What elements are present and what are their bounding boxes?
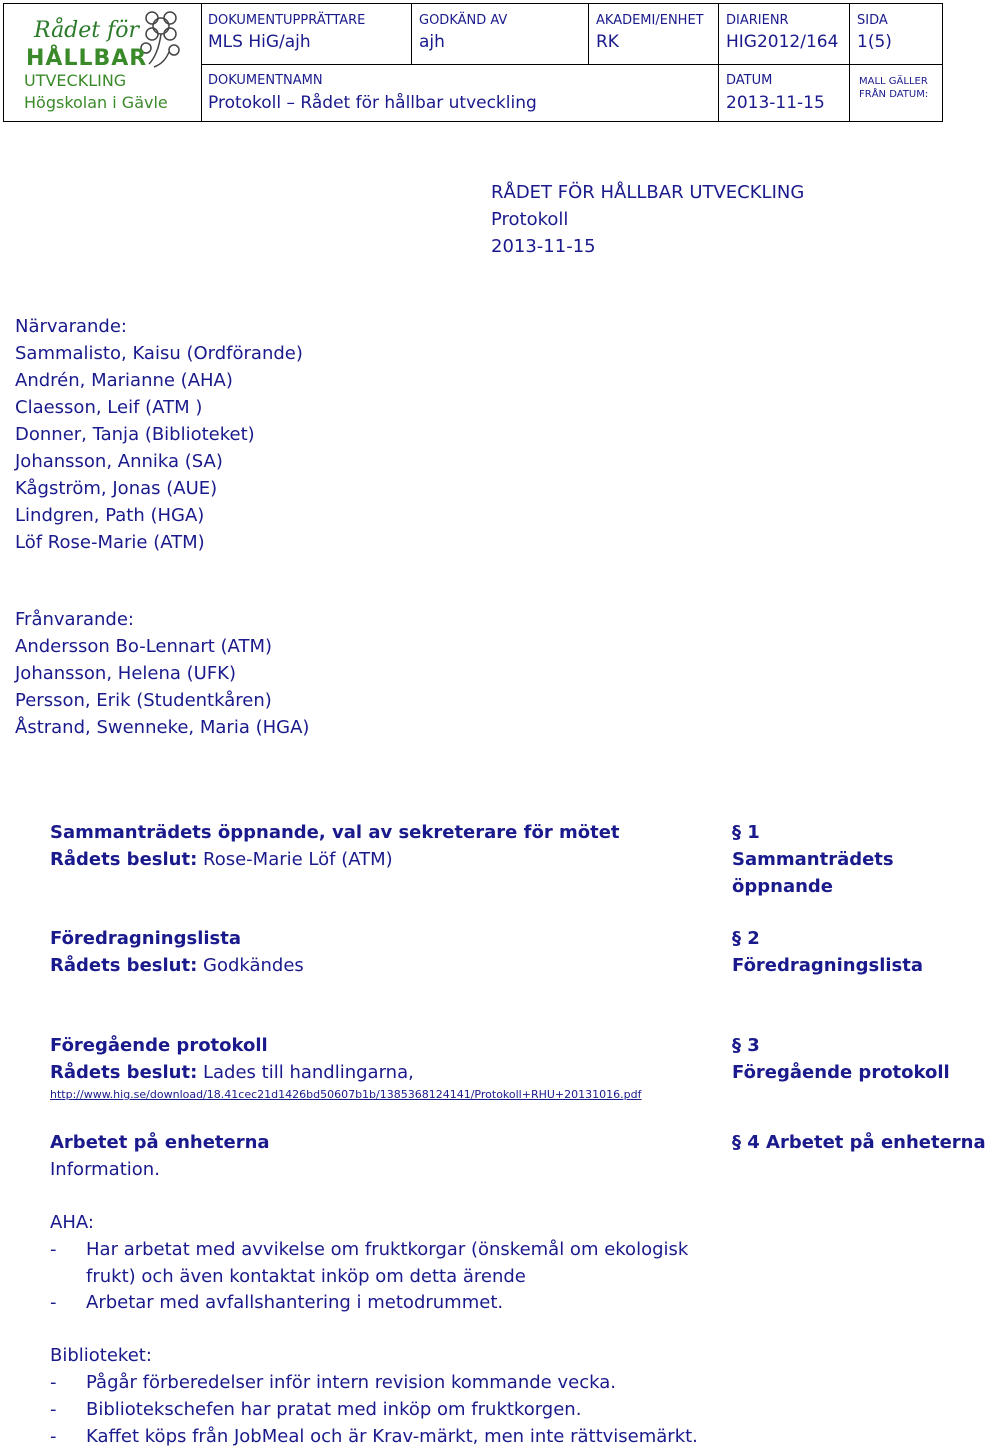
dokumentnamn-value: Protokoll – Rådet för hållbar utveckling — [208, 93, 537, 113]
bullet-dash: - — [50, 1372, 57, 1393]
paragraph-1-title: Sammanträdets — [732, 849, 894, 870]
document-header — [3, 3, 943, 122]
present-name: Sammalisto, Kaisu (Ordförande) — [15, 343, 303, 364]
absent-name: Johansson, Helena (UFK) — [15, 663, 237, 684]
paragraph-1-title-2: öppnande — [732, 876, 834, 897]
paragraph-2 — [732, 925, 923, 979]
bullet-dash: - — [50, 1399, 57, 1420]
absent-name: Persson, Erik (Studentkåren) — [15, 690, 272, 711]
present-name: Löf Rose-Marie (ATM) — [15, 532, 205, 553]
paragraph-3-title: Föregående protokoll — [732, 1062, 950, 1083]
field-upprattare — [201, 4, 412, 64]
paragraph-4: § 4 Arbetet på enheterna — [732, 1132, 986, 1153]
diarienr-label: DIARIENR — [726, 13, 789, 28]
item-4 — [50, 1129, 270, 1183]
present-name: Claesson, Leif (ATM ) — [15, 397, 203, 418]
field-diarienr — [719, 4, 850, 64]
datum-value: 2013-11-15 — [726, 93, 825, 113]
absent-heading: Frånvarande: — [15, 609, 134, 630]
absent-name: Andersson Bo-Lennart (ATM) — [15, 636, 273, 657]
present-name: Lindgren, Path (HGA) — [15, 505, 205, 526]
bibl-heading: Biblioteket: — [50, 1345, 152, 1366]
doc-date: 2013-11-15 — [491, 236, 596, 257]
present-name: Andrén, Marianne (AHA) — [15, 370, 233, 391]
present-list — [15, 313, 303, 556]
godkand-label: GODKÄND AV — [419, 13, 508, 28]
logo-line2: HÅLLBAR — [26, 46, 148, 71]
paragraph-2-number: § 2 — [732, 928, 760, 949]
absent-name: Åstrand, Swenneke, Maria (HGA) — [15, 717, 310, 738]
item-3-decision: Lades till handlingarna, — [197, 1062, 414, 1083]
upprattare-value: MLS HiG/ajh — [208, 32, 311, 52]
present-name: Kågström, Jonas (AUE) — [15, 478, 218, 499]
item-2-decision: Godkändes — [197, 955, 304, 976]
absent-list — [15, 606, 309, 741]
bullet-dash: - — [50, 1426, 57, 1447]
akademi-value: RK — [596, 32, 619, 52]
godkand-value: ajh — [419, 32, 445, 52]
field-dokumentnamn — [201, 65, 719, 121]
paragraph-1-number: § 1 — [732, 822, 760, 843]
item-4-heading: Arbetet på enheterna — [50, 1132, 270, 1153]
item-2-heading: Föredragningslista — [50, 928, 242, 949]
present-name: Donner, Tanja (Biblioteket) — [15, 424, 255, 445]
paragraph-3 — [732, 1032, 950, 1086]
present-heading: Närvarande: — [15, 316, 127, 337]
upprattare-label: DOKUMENTUPPRÄTTARE — [208, 13, 366, 28]
dokumentnamn-label: DOKUMENTNAMN — [208, 73, 323, 88]
diarienr-value: HIG2012/164 — [726, 32, 839, 52]
mall-label-1: MALL GÄLLER — [859, 76, 928, 87]
present-name: Johansson, Annika (SA) — [15, 451, 223, 472]
protocol-link[interactable]: http://www.hig.se/download/18.41cec21d1426bd50607b1b/1385368124141/Protokoll+RHU+20131016.pdf — [50, 1088, 642, 1101]
bullet-dash: - — [50, 1292, 57, 1313]
item-1-decision: Rose-Marie Löf (ATM) — [197, 849, 393, 870]
doc-subtitle: Protokoll — [491, 209, 569, 230]
logo-line3: UTVECKLING — [24, 71, 127, 90]
bibl-item-3: Kaffet köps från JobMeal och är Krav-märkt, men inte rättvisemärkt. — [86, 1426, 698, 1447]
bibl-item-1: Pågår förberedelser inför intern revision kommande vecka. — [86, 1372, 616, 1393]
paragraph-2-title: Föredragningslista — [732, 955, 924, 976]
bibl-item-2: Bibliotekschefen har pratat med inköp om fruktkorgen. — [86, 1399, 582, 1420]
item-3-decision-label: Rådets beslut: — [50, 1062, 198, 1083]
field-akademi — [589, 4, 719, 64]
logo-line4: Högskolan i Gävle — [24, 93, 168, 112]
item-1-decision-label: Rådets beslut: — [50, 849, 198, 870]
item-4-text: Information. — [50, 1159, 160, 1180]
item-1 — [50, 819, 620, 873]
item-2-decision-label: Rådets beslut: — [50, 955, 198, 976]
item-3 — [50, 1032, 414, 1086]
paragraph-1 — [732, 819, 894, 900]
mall-label-2: FRÅN DATUM: — [859, 89, 929, 100]
item-3-heading: Föregående protokoll — [50, 1035, 268, 1056]
aha-item-1 — [86, 1236, 688, 1290]
aha-item-1-line-2: frukt) och även kontaktat inköp om detta ärende — [86, 1266, 526, 1287]
paragraph-3-number: § 3 — [732, 1035, 760, 1056]
aha-item-2: Arbetar med avfallshantering i metodrummet. — [86, 1292, 504, 1313]
akademi-label: AKADEMI/ENHET — [596, 13, 704, 28]
datum-label: DATUM — [726, 73, 773, 88]
item-1-heading: Sammanträdets öppnande, val av sekreterare för mötet — [50, 822, 620, 843]
logo-line1: Rådet för — [34, 18, 140, 43]
aha-heading: AHA: — [50, 1212, 94, 1233]
field-sida — [850, 4, 942, 64]
bullet-dash: - — [50, 1239, 57, 1260]
field-datum — [719, 65, 850, 121]
item-2 — [50, 925, 304, 979]
doc-title: RÅDET FÖR HÅLLBAR UTVECKLING — [491, 182, 805, 203]
aha-item-1-line-1: Har arbetat med avvikelse om fruktkorgar (önskemål om ekologisk — [86, 1239, 689, 1260]
field-godkand — [412, 4, 589, 64]
field-mall — [850, 65, 942, 121]
logo — [4, 4, 202, 121]
sida-label: SIDA — [857, 13, 888, 28]
sida-value: 1(5) — [857, 32, 892, 52]
